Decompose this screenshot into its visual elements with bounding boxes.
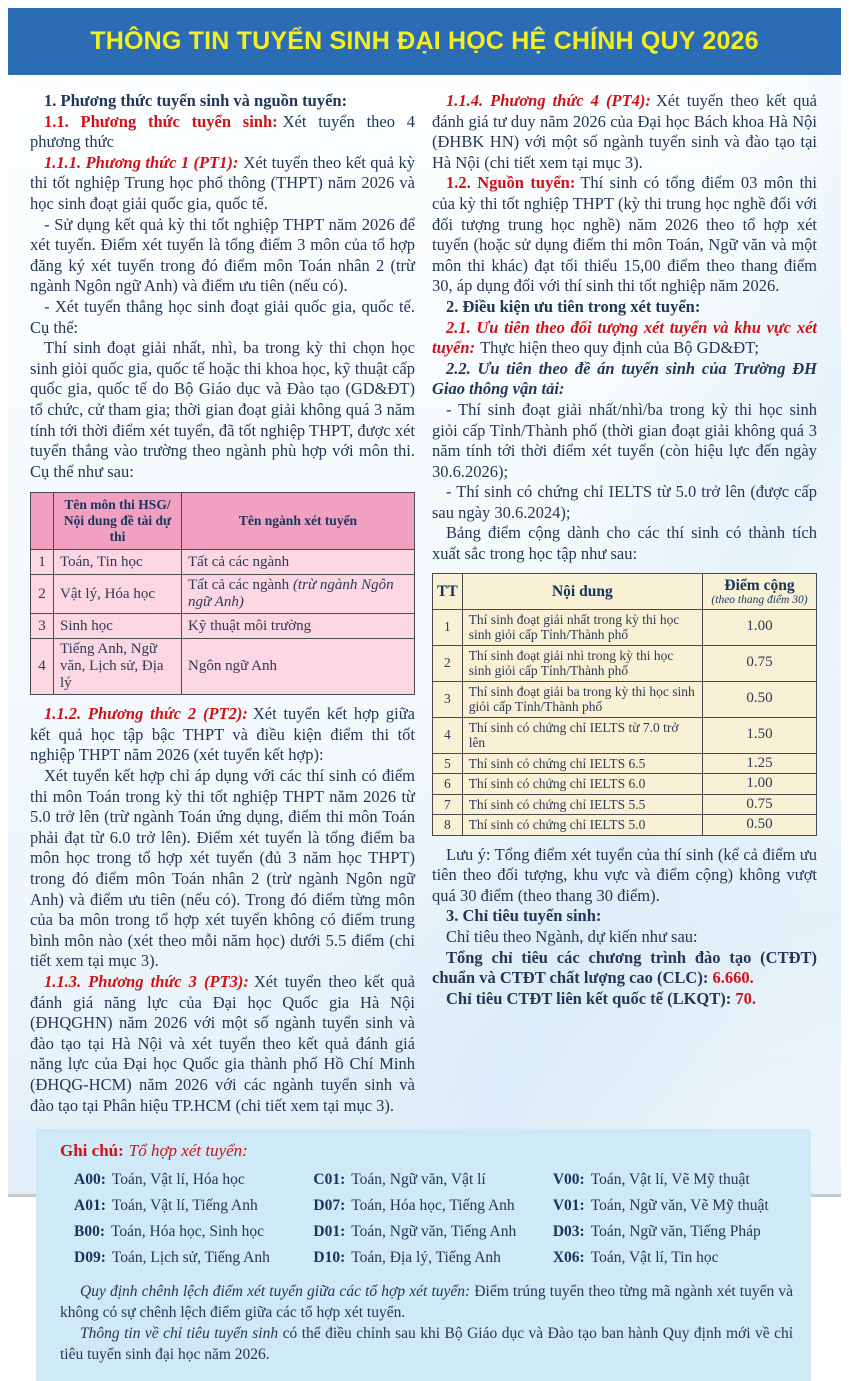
- pt4-text: Xét tuyển theo kết quả đánh giá tư duy năm 2026 của Đại học Bách khoa Hà Nội (ĐHBK HN) với một số ngành tuyển sinh và đào tạo tại Hà Nội (chi tiết xem tại mục 3).: [432, 91, 817, 172]
- table-row: [433, 717, 817, 753]
- subject-header-line-2: Nội dung đề tài dự thi: [63, 513, 172, 545]
- notes-heading: [60, 1141, 793, 1161]
- table-cell: 3: [433, 681, 463, 717]
- total-quota-value: 6.660.: [712, 968, 754, 988]
- major-text: Ngôn ngữ Anh: [188, 658, 277, 675]
- table-row: [31, 639, 415, 695]
- pt1-bullet-1: - Sử dụng kết quả kỳ thi tốt nghiệp THPT năm 2026 để xét tuyển. Điểm xét tuyển là tổng điểm 3 môn của tổ hợp đăng ký xét tuyển trong đó điểm môn Toán nhân 2 (trừ ngành Ngôn ngữ Anh) và điểm ưu tiên (nếu có).: [30, 214, 415, 296]
- combo-code: C01:: [313, 1171, 346, 1189]
- page-title-banner: [8, 8, 841, 75]
- section-2-2-bullet-2: - Thí sinh có chứng chỉ IELTS từ 5.0 trở lên (được cấp sau ngày 30.6.2024);: [432, 482, 817, 522]
- combo-subjects: Toán, Lịch sử, Tiếng Anh: [111, 1249, 270, 1267]
- pt2-label: 1.1.2. Phương thức 2 (PT2):: [44, 704, 248, 724]
- table-cell: 0.50: [703, 815, 817, 836]
- combo-item: [553, 1167, 792, 1193]
- combo-code: A01:: [74, 1197, 106, 1215]
- pt1-label: 1.1.1. Phương thức 1 (PT1):: [44, 152, 239, 172]
- combo-code: D01:: [313, 1223, 346, 1241]
- table-cell: Thí sinh có chứng chỉ IELTS từ 7.0 trở lên: [462, 717, 702, 753]
- combo-item: [74, 1193, 313, 1219]
- table-cell: 2: [433, 645, 463, 681]
- combo-item: [313, 1193, 552, 1219]
- combo-code: D07:: [313, 1197, 346, 1215]
- right-column: [432, 91, 817, 1116]
- notes-label: Ghi chú:: [60, 1141, 124, 1161]
- combo-subjects: Toán, Vật lí, Hóa học: [111, 1171, 245, 1189]
- combo-subjects: Toán, Vật lí, Tin học: [590, 1249, 719, 1267]
- major-column-header: Tên ngành xét tuyển: [182, 493, 415, 550]
- combo-item: [553, 1193, 792, 1219]
- table-row: [433, 753, 817, 774]
- footer-note-1-text: Điểm trúng tuyển theo từng mã ngành xét tuyển và không có sự chênh lệch điểm giữa các tổ hợp xét tuyển.: [60, 1283, 794, 1322]
- table-cell: 8: [433, 815, 463, 836]
- section-1-2-text: Thí sinh có tổng điểm 03 môn thi của kỳ thi tốt nghiệp THPT (kỳ thi trung học nghề đối với đối tượng trung học nghề) năm 2026 theo tổ hợp xét tuyển (hoặc sử dụng điểm thi môn Toán, Ngữ văn và một môn thi khác) đạt tối thiểu 15,00 điểm theo thang điểm 30, áp dụng đối với thí sinh thi tốt nghiệp năm 2026.: [432, 173, 817, 296]
- table-cell: 5: [433, 753, 463, 774]
- bonus-column-header: [703, 573, 817, 609]
- lkqt-quota-value: 70.: [735, 988, 756, 1008]
- footer-note-2-text: có thể điều chỉnh sau khi Bộ Giáo dục và Đào tạo ban hành Quy định mới về chỉ tiêu tuyển sinh đại học năm 2026.: [60, 1325, 794, 1364]
- combo-subjects: Toán, Địa lý, Tiếng Anh: [351, 1249, 501, 1267]
- table-row: [433, 681, 817, 717]
- table-cell: Thí sinh đoạt giải nhì trong kỳ thi học sinh giỏi cấp Tỉnh/Thành phố: [462, 645, 702, 681]
- combo-code: B00:: [74, 1223, 105, 1241]
- combo-item: [313, 1219, 552, 1245]
- table-cell: 1.00: [703, 609, 817, 645]
- pt3-paragraph: [30, 972, 415, 1116]
- bonus-header-title: Điểm cộng: [724, 576, 795, 594]
- combo-code: D03:: [552, 1223, 585, 1241]
- table-cell: 1.25: [703, 753, 817, 774]
- pt3-text: Xét tuyển theo kết quả đánh giá năng lực của Đại học Quốc gia Hà Nội (ĐHQGHN) năm 2026 với một số ngành tuyển sinh và đào tạo tại Hà Nội và xét tuyển theo kết quả đánh giá năng lực của Đại học Quốc gia thành phố Hồ Chí Minh (ĐHQG-HCM) năm 2026 với các ngành tuyển sinh và đào tạo tại Phân hiệu TP.HCM (chi tiết xem tại mục 3).: [30, 972, 415, 1115]
- footer-note-2: [60, 1323, 793, 1365]
- table-cell: 7: [433, 794, 463, 815]
- bonus-table-intro: Bảng điểm cộng dành cho các thí sinh có thành tích xuất sắc trong học tập như sau:: [432, 523, 817, 564]
- tt-column-header: TT: [433, 573, 463, 609]
- pt2-paragraph-2: Xét tuyển kết hợp chỉ áp dụng với các thí sinh có điểm thi môn Toán trong kỳ thi tốt nghiệp THPT năm 2026 từ 5.0 trở lên (trừ ngành Toán ứng dụng, điểm thi môn Toán phải đạt từ 6.0 trở lên). Điểm xét tuyển là tổng điểm ba môn học trong tổ hợp xét tuyển (đủ 3 năm học THPT) trong đó điểm môn Toán nhân 2 (trừ ngành Ngôn ngữ Anh) và điểm ưu tiên (nếu có). Trong đó điểm từng môn của ba môn trong tổ hợp xét tuyển không có điểm trung bình môn nào (xét theo mỗi năm học) dưới 5.5 điểm (chi tiết xem tại mục 3).: [30, 766, 415, 971]
- table-cell: Vật lý, Hóa học: [54, 575, 182, 614]
- bonus-header-note: (theo thang điểm 30): [711, 593, 808, 606]
- footer-note-1-lead: Quy định chênh lệch điểm xét tuyển giữa các tổ hợp xét tuyển:: [80, 1283, 471, 1301]
- combo-subjects: Toán, Ngữ văn, Vật lí: [351, 1171, 486, 1189]
- table-cell: 2: [31, 575, 54, 614]
- two-column-body: [30, 91, 817, 1116]
- page-title: THÔNG TIN TUYỂN SINH ĐẠI HỌC HỆ CHÍNH QUY 2026: [90, 27, 759, 55]
- total-quota-label: Tổng chỉ tiêu các chương trình đào tạo (CTĐT) chuẩn và CTĐT chất lượng cao (CLC):: [432, 947, 817, 988]
- combo-code: D09:: [74, 1249, 106, 1267]
- table-cell: 0.50: [703, 681, 817, 717]
- combo-subjects: Toán, Ngữ văn, Tiếng Anh: [351, 1223, 517, 1241]
- section-2-heading: 2. Điều kiện ưu tiên trong xét tuyển:: [446, 296, 701, 316]
- footer-note-2-lead: Thông tin về chỉ tiêu tuyển sinh: [80, 1325, 279, 1343]
- table-cell: [182, 575, 415, 614]
- table-row: [433, 815, 817, 836]
- pt2-paragraph: [30, 704, 415, 766]
- lkqt-quota-line: [432, 989, 817, 1010]
- table-row: [433, 774, 817, 795]
- section-3-heading: 3. Chỉ tiêu tuyển sinh:: [446, 906, 602, 926]
- section-2-1-text: Thực hiện theo quy định của Bộ GD&ĐT;: [480, 338, 759, 358]
- table-cell: 3: [31, 614, 54, 639]
- table-row: [31, 550, 415, 575]
- major-text: Tất cả các ngành: [188, 553, 290, 570]
- table-cell: Thí sinh có chứng chỉ IELTS 6.0: [462, 774, 702, 795]
- combo-subjects: Toán, Hóa học, Sinh học: [111, 1223, 265, 1241]
- table-cell: [182, 550, 415, 575]
- combo-subjects: Toán, Ngữ văn, Tiếng Pháp: [590, 1223, 761, 1241]
- table-cell: Sinh học: [54, 614, 182, 639]
- hsg-subject-major-table: [30, 492, 415, 695]
- note-paragraph: Lưu ý: Tổng điểm xét tuyển của thí sinh (kể cả điểm ưu tiên theo đối tượng, khu vực và điểm cộng) không vượt quá 30 điểm (theo thang 30 điểm).: [432, 844, 817, 905]
- bonus-points-table: [432, 573, 817, 836]
- table-row: [31, 614, 415, 639]
- notes-title: Tổ hợp xét tuyển:: [128, 1141, 248, 1161]
- combo-grid: [60, 1167, 793, 1271]
- pt2-text: Xét tuyển kết hợp giữa kết quả học tập bậc THPT và điều kiện điểm thi tốt nghiệp THPT năm 2026 (xét tuyển kết hợp):: [30, 704, 415, 765]
- pt4-paragraph: [432, 91, 817, 173]
- section-1-1-paragraph: [30, 112, 415, 153]
- table-cell: Toán, Tin học: [54, 550, 182, 575]
- combo-code: V00:: [552, 1171, 585, 1189]
- table-cell: 1: [433, 609, 463, 645]
- combo-code: D10:: [313, 1249, 346, 1267]
- table-cell: 1.50: [703, 717, 817, 753]
- pt3-label: 1.1.3. Phương thức 3 (PT3):: [44, 972, 249, 991]
- table-row: [31, 575, 415, 614]
- table-cell: 0.75: [703, 645, 817, 681]
- combo-subjects: Toán, Vật lí, Vẽ Mỹ thuật: [590, 1171, 750, 1189]
- combo-subjects: Toán, Ngữ văn, Vẽ Mỹ thuật: [590, 1197, 769, 1215]
- major-text: Tất cả các ngành: [188, 577, 290, 594]
- table-header-row: [433, 573, 817, 609]
- combo-column-2: [313, 1167, 552, 1271]
- table-row: [433, 645, 817, 681]
- table-corner-cell: [31, 493, 54, 550]
- combo-item: [313, 1167, 552, 1193]
- table-cell: [182, 614, 415, 639]
- section-1-1-label: 1.1. Phương thức tuyển sinh:: [44, 111, 278, 131]
- section-3-paragraph-1: Chỉ tiêu theo Ngành, dự kiến như sau:: [446, 927, 698, 947]
- pt1-bullet-2: - Xét tuyển thẳng học sinh đoạt giải quốc gia, quốc tế. Cụ thể:: [30, 296, 415, 337]
- subject-header-line-1: Tên môn thi HSG/: [64, 497, 171, 513]
- section-1-2-paragraph: [432, 173, 817, 297]
- combo-code: V01:: [552, 1197, 585, 1215]
- table-cell: Thí sinh có chứng chỉ IELTS 6.5: [462, 753, 702, 774]
- lkqt-quota-label: Chỉ tiêu CTĐT liên kết quốc tế (LKQT):: [446, 988, 732, 1008]
- combo-subjects: Toán, Hóa học, Tiếng Anh: [351, 1197, 515, 1215]
- pt1-text: Xét tuyển theo kết quả kỳ thi tốt nghiệp Trung học phổ thông (THPT) năm 2026 và học sinh đoạt giải quốc gia, quốc tế.: [30, 152, 415, 213]
- major-note: (trừ ngành Ngôn ngữ Anh): [188, 577, 394, 611]
- table-cell: 4: [433, 717, 463, 753]
- pt1-paragraph-3: Thí sinh đoạt giải nhất, nhì, ba trong kỳ thi chọn học sinh giỏi quốc gia, quốc tế hoặc thi khoa học, kỹ thuật cấp quốc gia, quốc tế do Bộ Giáo dục và Đào tạo (GD&ĐT) tổ chức, cử tham gia; thời gian đoạt giải không quá 3 năm tính tới thời điểm xét tuyển, đã tốt nghiệp THPT, được xét tuyển thẳng vào trường theo ngành phù hợp với môn thi. Cụ thể như sau:: [30, 338, 415, 481]
- content-area: [8, 75, 841, 1364]
- content-column-header: Nội dung: [462, 573, 702, 609]
- combo-subjects: Toán, Vật lí, Tiếng Anh: [111, 1197, 258, 1215]
- combo-item: [74, 1167, 313, 1193]
- section-1-2-label: 1.2. Nguồn tuyển:: [446, 173, 576, 193]
- section-1-1-text: Xét tuyển theo 4 phương thức: [30, 111, 416, 152]
- table-cell: Thí sinh có chứng chỉ IELTS 5.5: [462, 794, 702, 815]
- combo-item: [74, 1219, 313, 1245]
- pt4-label: 1.1.4. Phương thức 4 (PT4):: [446, 91, 651, 110]
- table-cell: 1: [31, 550, 54, 575]
- combo-item: [553, 1245, 792, 1271]
- table-cell: Tiếng Anh, Ngữ văn, Lịch sử, Địa lý: [54, 639, 182, 695]
- table-cell: Thí sinh đoạt giải nhất trong kỳ thi học sinh giỏi cấp Tỉnh/Thành phố: [462, 609, 702, 645]
- table-cell: 0.75: [703, 794, 817, 815]
- combo-column-3: [553, 1167, 792, 1271]
- table-row: [433, 609, 817, 645]
- table-cell: 4: [31, 639, 54, 695]
- combo-item: [74, 1245, 313, 1271]
- total-quota-line: [432, 948, 817, 989]
- major-text: Kỹ thuật môi trường: [188, 617, 312, 634]
- section-1-heading: 1. Phương thức tuyển sinh và nguồn tuyển:: [44, 91, 348, 110]
- subject-column-header: [54, 493, 182, 550]
- section-2-2-heading: 2.2. Ưu tiên theo đề án tuyển sinh của Trường ĐH Giao thông vận tải:: [432, 358, 817, 399]
- section-2-1-paragraph: [432, 318, 817, 359]
- notes-box: [36, 1129, 811, 1381]
- combo-item: [313, 1245, 552, 1271]
- table-cell: Thí sinh có chứng chỉ IELTS 5.0: [462, 815, 702, 836]
- section-2-1-label: 2.1. Ưu tiên theo đối tượng xét tuyển và khu vực xét tuyển:: [432, 317, 817, 358]
- footer-note-1: [60, 1281, 793, 1323]
- combo-code: A00:: [74, 1171, 106, 1189]
- table-header-row: [31, 493, 415, 550]
- pt1-paragraph: [30, 153, 415, 215]
- left-column: [30, 91, 415, 1116]
- section-2-2-bullet-1: - Thí sinh đoạt giải nhất/nhì/ba trong kỳ thi học sinh giỏi cấp Tỉnh/Thành phố (thời gian đoạt giải không quá 3 năm tính tới thời điểm xét tuyển (còn hiệu lực đến ngày 30.6.2026);: [432, 399, 817, 481]
- table-cell: Thí sinh đoạt giải ba trong kỳ thi học sinh giỏi cấp Tỉnh/Thành phố: [462, 681, 702, 717]
- combo-code: X06:: [552, 1249, 585, 1267]
- table-cell: 1.00: [703, 774, 817, 795]
- table-cell: [182, 639, 415, 695]
- table-cell: 6: [433, 774, 463, 795]
- combo-column-1: [74, 1167, 313, 1271]
- combo-item: [553, 1219, 792, 1245]
- table-row: [433, 794, 817, 815]
